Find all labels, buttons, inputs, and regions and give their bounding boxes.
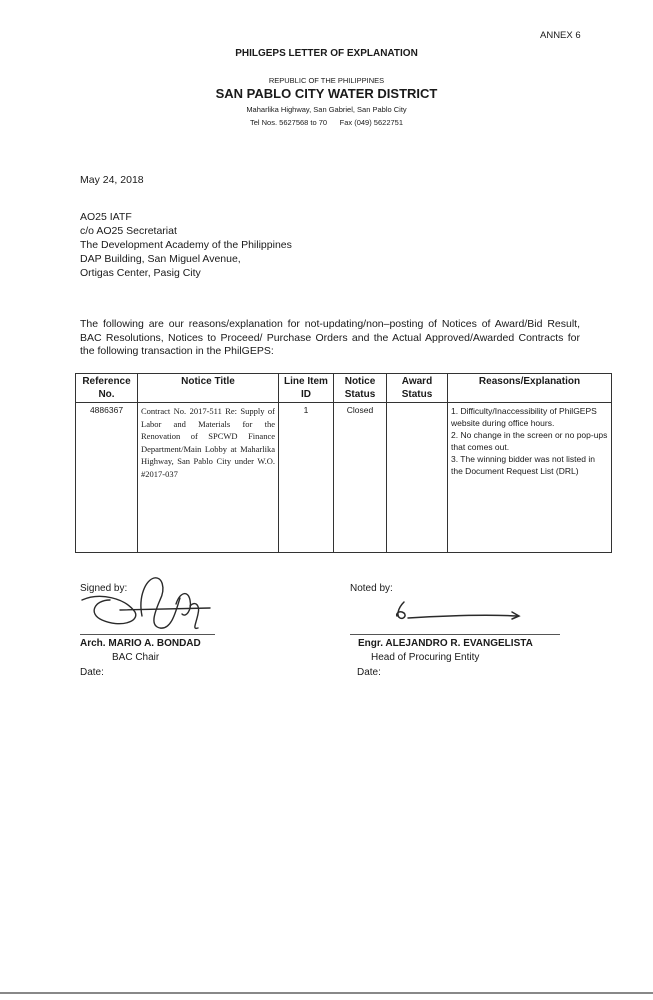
letterhead-contacts [0, 118, 653, 127]
reason-item: 2. No change in the screen or no pop-ups that comes out. [451, 430, 608, 452]
notice-status-cell: Closed [334, 403, 387, 553]
column-header: Reference No. [76, 374, 138, 403]
bac-chair-signature [80, 570, 220, 636]
addressee-line: AO25 IATF [80, 211, 132, 223]
table-row [76, 403, 612, 553]
reference-number-cell: 4886367 [76, 403, 138, 553]
explanation-table [75, 373, 612, 553]
addressee-line: The Development Academy of the Philippines [80, 239, 292, 251]
head-procuring-entity-role: Head of Procuring Entity [371, 652, 480, 663]
signed-by-label: Signed by: [80, 583, 128, 594]
column-header: Reasons/Explanation [448, 374, 612, 403]
letterhead-address: Maharlika Highway, San Gabriel, San Pablo City [246, 105, 407, 114]
column-header: Notice Status [334, 374, 387, 403]
letter-date: May 24, 2018 [80, 174, 144, 186]
procuring-entity-signature [370, 596, 530, 626]
addressee-line: c/o AO25 Secretariat [80, 225, 177, 237]
intro-paragraph: The following are our reasons/explanation for not-updating/non–posting of Notices of Award/Bid Result, BAC Resolutions, Notices to Proceed/ Purchase Orders and the Actual Approved/Awarded Contracts for the following transaction in the PhilGEPS: [80, 318, 580, 357]
addressee-line: DAP Building, San Miguel Avenue, [80, 253, 241, 265]
reason-item: 1. Difficulty/Inaccessibility of PhilGEPS website during office hours. [451, 406, 597, 428]
addressee-line: Ortigas Center, Pasig City [80, 267, 201, 279]
column-header: Notice Title [138, 374, 279, 403]
award-status-cell [387, 403, 448, 553]
column-header: Line Item ID [279, 374, 334, 403]
table-header-row [76, 374, 612, 403]
page-bottom-edge [0, 992, 653, 994]
noted-by-label: Noted by: [350, 583, 393, 594]
addressee-block [80, 210, 292, 280]
head-procuring-entity-name: Engr. ALEJANDRO R. EVANGELISTA [358, 638, 533, 649]
reason-item: 3. The winning bidder was not listed in the Document Request List (DRL) [451, 454, 595, 476]
line-item-cell: 1 [279, 403, 334, 553]
letterhead-fax: Fax (049) 5622751 [339, 118, 404, 127]
head-procuring-entity-date-label: Date: [357, 667, 381, 678]
letterhead-republic: REPUBLIC OF THE PHILIPPINES [268, 76, 385, 85]
column-header: Award Status [387, 374, 448, 403]
notice-title-cell: Contract No. 2017-511 Re: Supply of Labor and Materials for the Renovation of SPCWD Finance Department/Main Lobby at Maharlika Highway, San Pablo City under W.O. #2017-037 [138, 403, 279, 553]
signature-line [80, 634, 215, 635]
signature-line [350, 634, 560, 635]
letterhead-organization: SAN PABLO CITY WATER DISTRICT [215, 86, 438, 101]
bac-chair-role: BAC Chair [112, 652, 160, 663]
annex-label: ANNEX 6 [540, 30, 581, 41]
document-title: PHILGEPS LETTER OF EXPLANATION [235, 48, 418, 59]
reasons-cell [448, 403, 612, 553]
letterhead-tel: Tel Nos. 5627568 to 70 [249, 118, 328, 127]
bac-chair-name: Arch. MARIO A. BONDAD [80, 638, 201, 649]
bac-chair-date-label: Date: [80, 667, 104, 678]
